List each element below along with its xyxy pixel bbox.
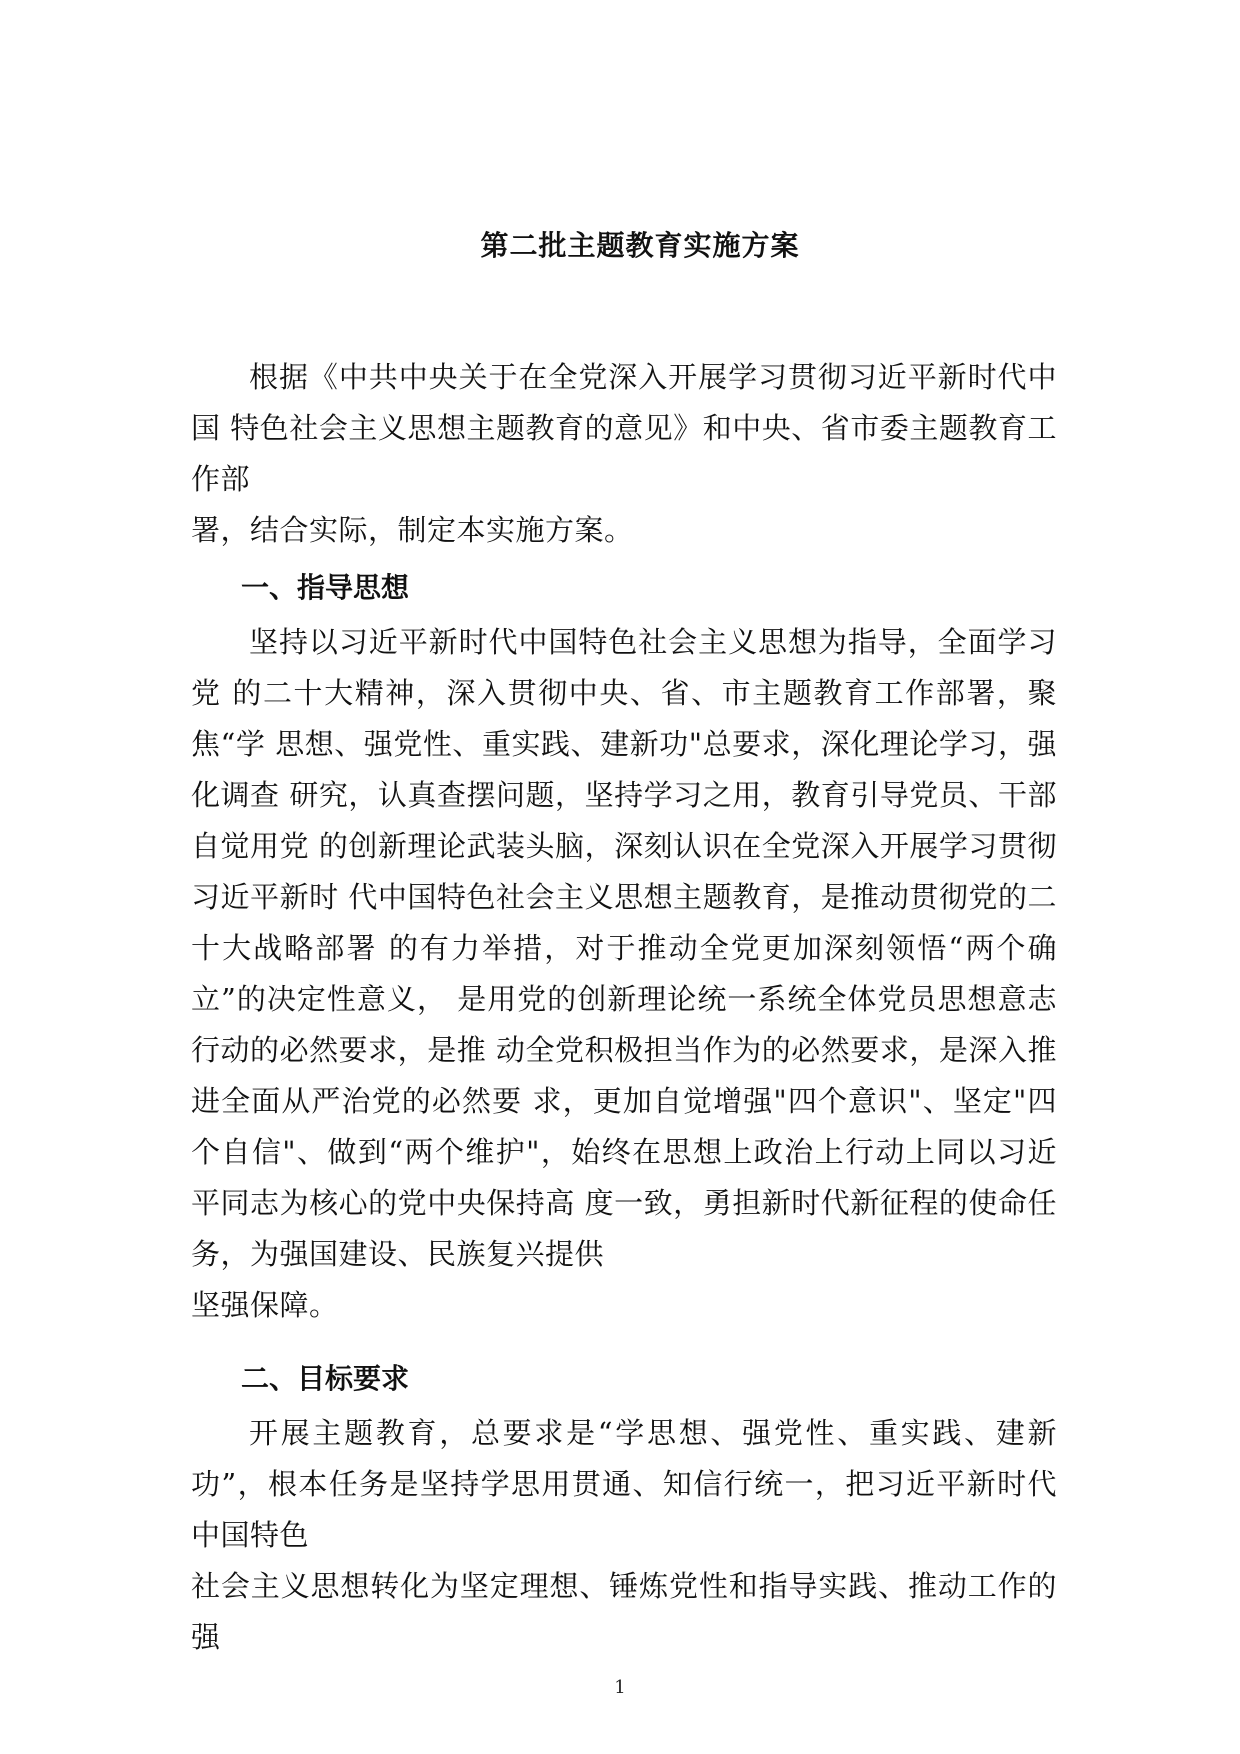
document-title: 第二批主题教育实施方案: [480, 229, 800, 262]
section-body-guiding-thought: 坚持以习近平新时代中国特色社会主义思想为指导，全面学习党 的二十大精神，深入贯彻中央、省、市主题教育工作部署，聚焦“学 思想、强党性、重实践、建新功"总要求，深化理论学习，强化调查 研究，认真查摆问题，坚持学习之用，教育引导党员、干部自觉用党 的创新理论武装头脑，深刻认识在全党深入开展学习贯彻习近平新时 代中国特色社会主义思想主题教育，是推动贯彻党的二十大战略部署 的有力举措，对于推动全党更加深刻领悟“两个确立”的决定性意义， 是用党的创新理论统一系统全体党员思想意志行动的必然要求，是推 动全党积极担当作为的必然要求，是深入推进全面从严治党的必然要 求，更加自觉增强"四个意识"、坚定"四个自信"、做到“两个维护"，始终在思想上政治上行动上同以习近平同志为核心的党中央保持高 度一致，勇担新时代新征程的使命任务，为强国建设、民族复兴提供 坚强保障。: [191, 625, 1057, 1322]
document-body: [191, 352, 1057, 1663]
section-heading-goals: 二、目标要求: [241, 1362, 410, 1395]
section-body-goals: 开展主题教育，总要求是“学思想、强党性、重实践、建新功”，根本任务是坚持学思用贯通、知信行统一，把习近平新时代中国特色 社会主义思想转化为坚定理想、锤炼党性和指导实践、推动工作的强: [191, 1416, 1057, 1654]
section-heading-guiding-thought: 一、指导思想: [241, 571, 410, 604]
intro-paragraph: 根据《中共中央关于在全党深入开展学习贯彻习近平新时代中国 特色社会主义思想主题教育的意见》和中央、省市委主题教育工作部 署，结合实际，制定本实施方案。: [191, 360, 1057, 547]
page-number: 1: [614, 1677, 626, 1698]
